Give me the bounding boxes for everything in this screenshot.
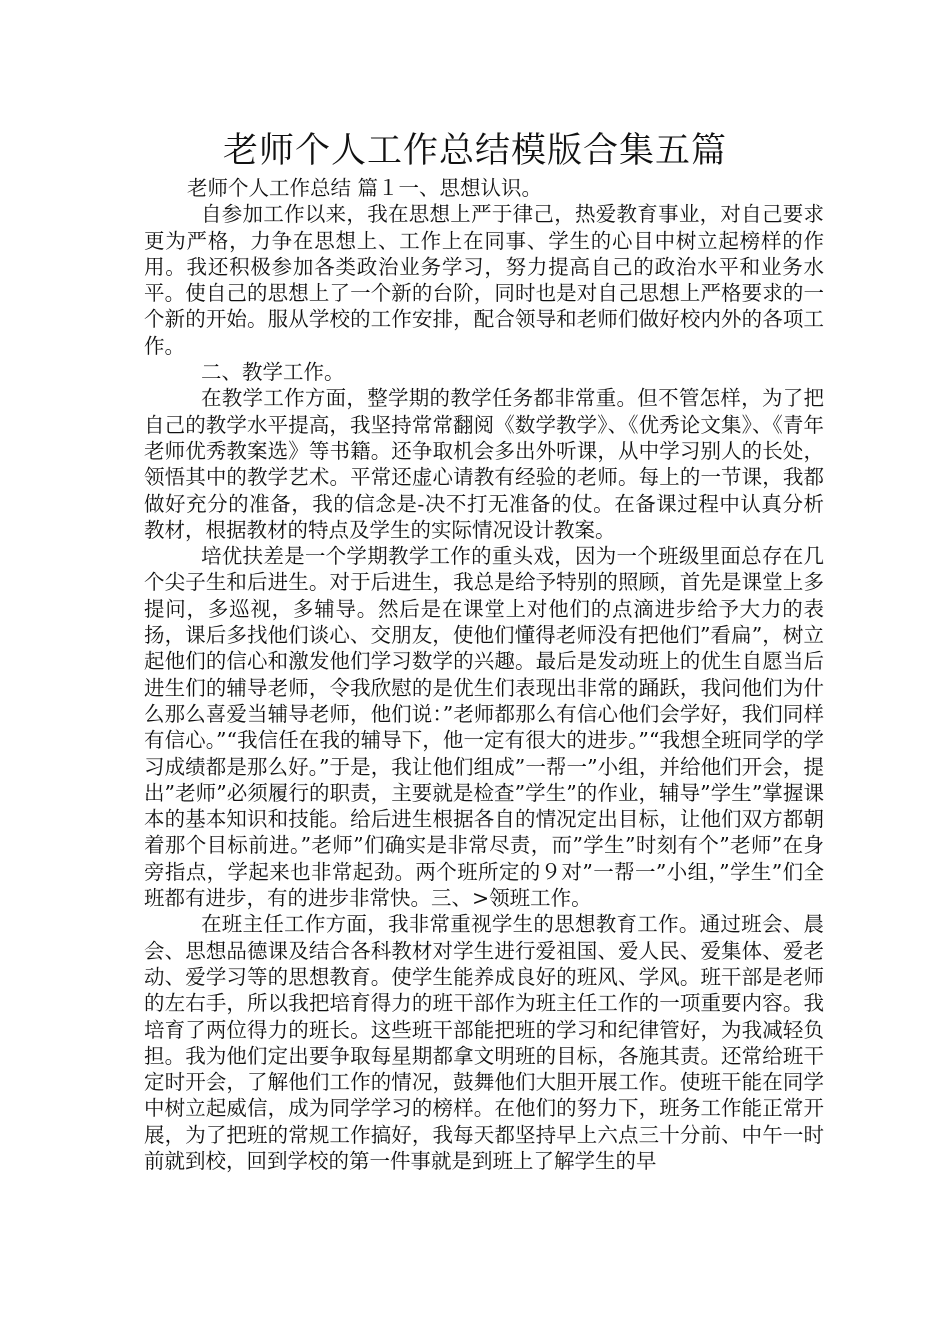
body-paragraph: 培优扶差是一个学期教学工作的重头戏，因为一个班级里面总存在几个尖子生和后进生。对于后进生，我总是给予特别的照顾，首先是课堂上多提问，多巡视，多辅导。然后是在课堂上对他们的点滴进步给予大力的表扬，课后多找他们谈心、交朋友，使他们懂得老师没有把他们”看扁”，树立起他们的信心和激发他们学习数学的兴趣。最后是发动班上的优生自愿当后进生们的辅导老师，令我欣慰的是优生们表现出非常的踊跃，我问他们为什么那么喜爱当辅导老师，他们说：”老师都那么有信心他们会学好，我们同样有信心。”“我信任在我的辅导下，他一定有很大的进步。”“我想全班同学的学习成绩都是那么好。”于是，我让他们组成”一帮一”小组，并给他们开会，提出”老师”必须履行的职责，主要就是检查”学生”的作业，辅导”学生”掌握课本的基本知识和技能。给后进生根据各自的情况定出目标，让他们双方都朝着那个目标前进。”老师”们确实是非常尽责，而”学生”时刻有个”老师”在身旁指点，学起来也非常起劲。两个班所定的９对”一帮一”小组，”学生”们全班都有进步，有的进步非常快。三、>领班工作。 [144,544,824,911]
section-heading-paragraph: 老师个人工作总结 篇１一、思想认识。 [187,176,543,200]
document-body [144,175,824,1174]
body-paragraph: 在教学工作方面，整学期的教学任务都非常重。但不管怎样，为了把自己的教学水平提高，我坚持常常翻阅《数学教学》、《优秀论文集》、《青年老师优秀教案选》等书籍。还争取机会多出外听课，从中学习别人的长处，领悟其中的教学艺术。平常还虚心请教有经验的老师。每上的一节课，我都做好充分的准备，我的信念是-决不打无准备的仗。在备课过程中认真分析教材，根据教材的特点及学生的实际情况设计教案。 [144,386,824,542]
body-paragraph: 自参加工作以来，我在思想上严于律己，热爱教育事业，对自己要求更为严格，力争在思想上、工作上在同事、学生的心目中树立起榜样的作用。我还积极参加各类政治业务学习，努力提高自己的政治水平和业务水平。使自己的思想上了一个新的台阶，同时也是对自己思想上严格要求的一个新的开始。服从学校的工作安排，配合领导和老师们做好校内外的各项工作。 [144,202,824,358]
body-paragraph: 在班主任工作方面，我非常重视学生的思想教育工作。通过班会、晨会、思想品德课及结合各科教材对学生进行爱祖国、爱人民、爱集体、爱老动、爱学习等的思想教育。使学生能养成良好的班风、学风。班干部是老师的左右手，所以我把培育得力的班干部作为班主任工作的一项重要内容。我培育了两位得力的班长。这些班干部能把班的学习和纪律管好，为我减轻负担。我为他们定出要争取每星期都拿文明班的目标，各施其责。还常给班干定时开会，了解他们工作的情况，鼓舞他们大胆开展工作。使班干能在同学中树立起威信，成为同学学习的榜样。在他们的努力下，班务工作能正常开展，为了把班的常规工作搞好，我每天都坚持早上六点三十分前、中午一时前就到校，回到学校的第一件事就是到班上了解学生的早 [144,912,824,1173]
section-heading-paragraph: 二、教学工作。 [201,360,345,385]
document-title: 老师个人工作总结模版合集五篇 [222,131,727,171]
